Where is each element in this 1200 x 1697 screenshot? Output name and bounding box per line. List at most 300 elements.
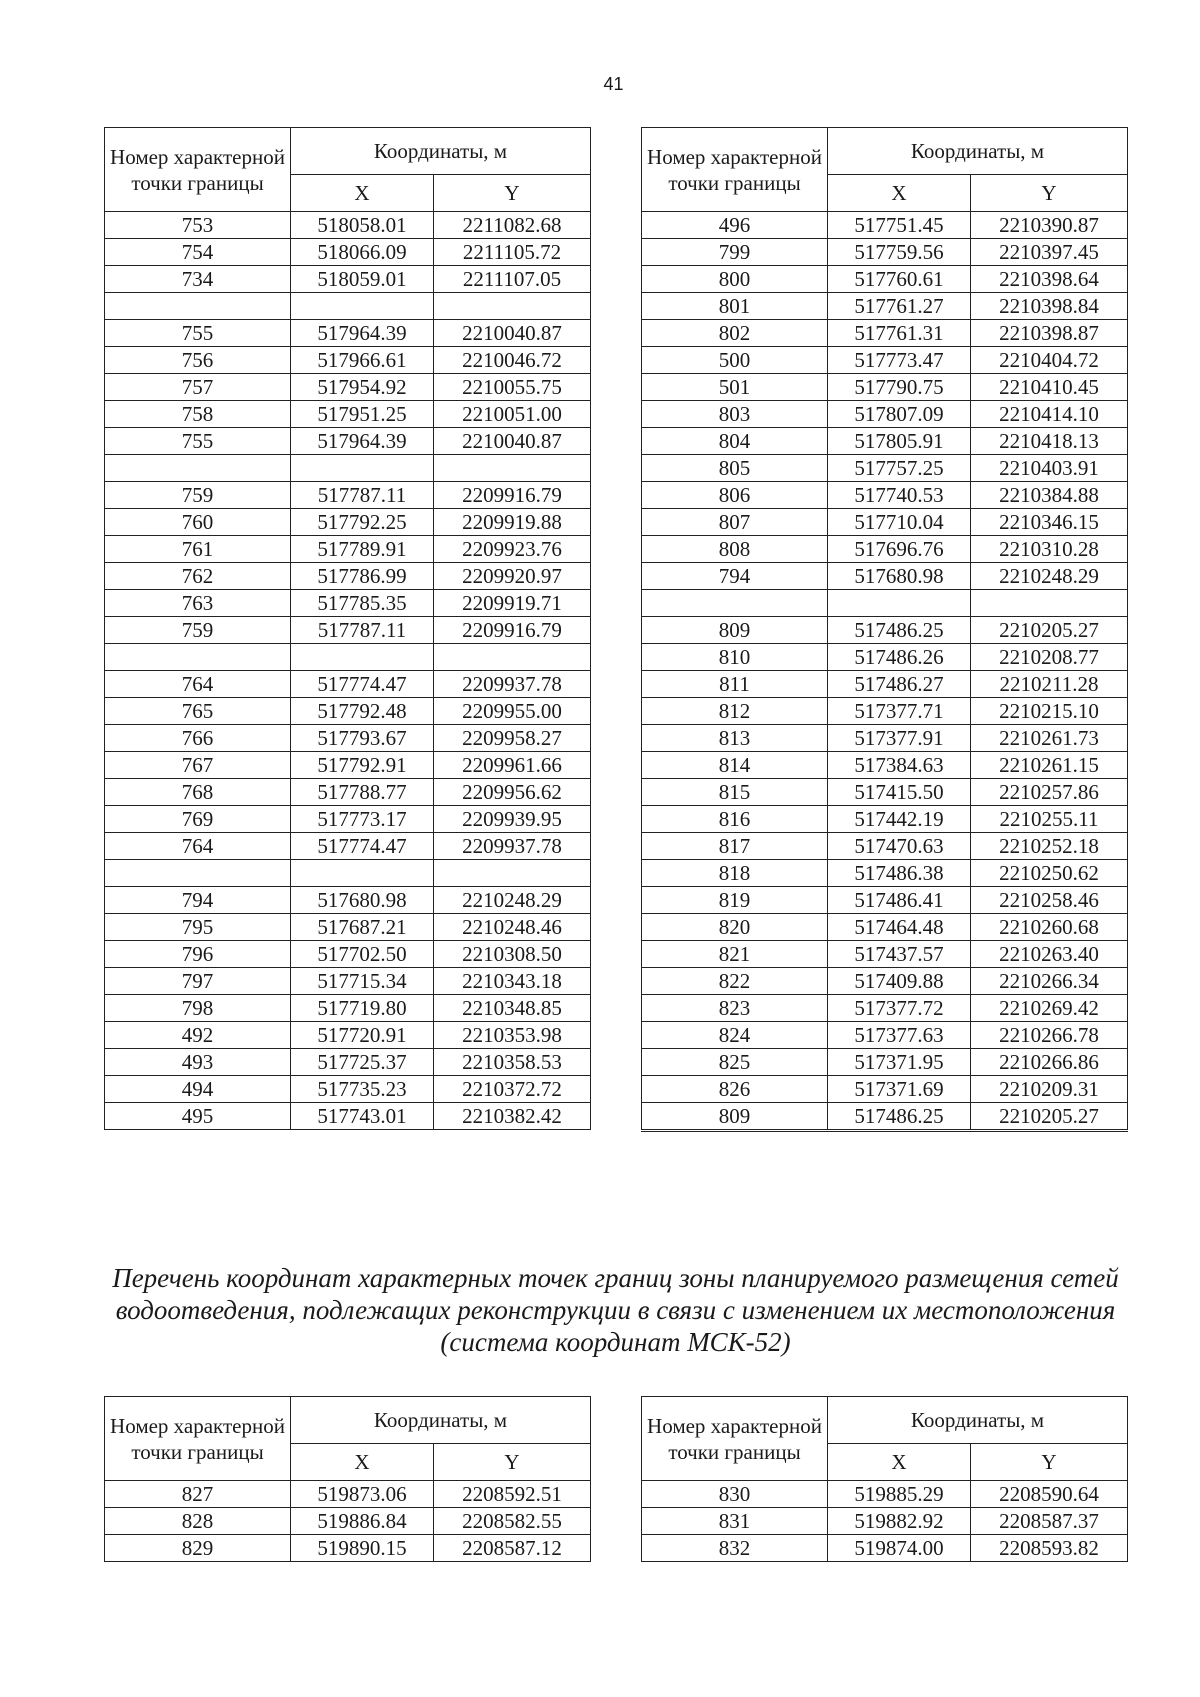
point-number-cell: 501	[642, 374, 828, 401]
table-row	[642, 563, 1128, 590]
table-row	[642, 1103, 1128, 1131]
y-coordinate-cell: 2210257.86	[971, 779, 1128, 806]
point-number-cell: 821	[642, 941, 828, 968]
y-coordinate-cell: 2210343.18	[434, 968, 591, 995]
table-row	[642, 995, 1128, 1022]
x-coordinate-cell: 517371.69	[828, 1076, 971, 1103]
y-coordinate-cell: 2210410.45	[971, 374, 1128, 401]
point-number-cell: 809	[642, 617, 828, 644]
y-coordinate-cell: 2210310.28	[971, 536, 1128, 563]
y-coordinate-cell: 2210266.86	[971, 1049, 1128, 1076]
y-coordinate-cell: 2211082.68	[434, 212, 591, 239]
point-number-cell: 806	[642, 482, 828, 509]
x-coordinate-cell: 517773.47	[828, 347, 971, 374]
table-row	[642, 644, 1128, 671]
table-row	[642, 428, 1128, 455]
x-coordinate-cell: 517486.38	[828, 860, 971, 887]
y-coordinate-cell: 2210248.29	[434, 887, 591, 914]
x-coordinate-cell: 517954.92	[291, 374, 434, 401]
y-coordinate-cell: 2210252.18	[971, 833, 1128, 860]
x-coordinate-cell: 517966.61	[291, 347, 434, 374]
table-row	[642, 671, 1128, 698]
x-coordinate-cell: 517486.25	[828, 617, 971, 644]
table-row	[105, 509, 591, 536]
x-coordinate-cell: 517702.50	[291, 941, 434, 968]
x-coordinate-cell: 517486.25	[828, 1103, 971, 1131]
point-number-cell: 807	[642, 509, 828, 536]
table-row	[642, 1535, 1128, 1562]
table-row	[642, 293, 1128, 320]
point-number-cell: 754	[105, 239, 291, 266]
y-coordinate-cell: 2210248.29	[971, 563, 1128, 590]
x-coordinate-cell: 519885.29	[828, 1481, 971, 1508]
point-number-cell: 800	[642, 266, 828, 293]
point-number-cell: 766	[105, 725, 291, 752]
x-coordinate-cell: 517751.45	[828, 212, 971, 239]
y-coordinate-cell: 2210414.10	[971, 401, 1128, 428]
point-number-cell: 763	[105, 590, 291, 617]
point-number-cell: 798	[105, 995, 291, 1022]
point-number-cell: 756	[105, 347, 291, 374]
point-number-cell: 795	[105, 914, 291, 941]
y-coordinate-cell: 2209923.76	[434, 536, 591, 563]
table-row	[105, 320, 591, 347]
y-coordinate-cell: 2210358.53	[434, 1049, 591, 1076]
point-number-cell: 794	[642, 563, 828, 590]
point-number-cell: 758	[105, 401, 291, 428]
table-row	[105, 455, 591, 482]
point-number-cell: 829	[105, 1535, 291, 1562]
y-coordinate-cell: 2209956.62	[434, 779, 591, 806]
header-x: X	[291, 1444, 434, 1481]
x-coordinate-cell: 517743.01	[291, 1103, 434, 1130]
table-row	[642, 1508, 1128, 1535]
point-number-cell: 810	[642, 644, 828, 671]
x-coordinate-cell: 517720.91	[291, 1022, 434, 1049]
y-coordinate-cell	[434, 860, 591, 887]
table-row	[105, 239, 591, 266]
point-number-cell: 500	[642, 347, 828, 374]
x-coordinate-cell: 517774.47	[291, 833, 434, 860]
x-coordinate-cell: 517384.63	[828, 752, 971, 779]
point-number-cell: 813	[642, 725, 828, 752]
header-y: Y	[971, 1444, 1128, 1481]
point-number-cell: 823	[642, 995, 828, 1022]
table-row	[642, 1481, 1128, 1508]
x-coordinate-cell: 517377.71	[828, 698, 971, 725]
table-row	[105, 590, 591, 617]
x-coordinate-cell: 517951.25	[291, 401, 434, 428]
table-row	[105, 1481, 591, 1508]
point-number-cell: 801	[642, 293, 828, 320]
y-coordinate-cell: 2210372.72	[434, 1076, 591, 1103]
y-coordinate-cell: 2210040.87	[434, 320, 591, 347]
header-point-number: Номер характерной точки границы	[105, 1397, 291, 1481]
point-number-cell: 814	[642, 752, 828, 779]
point-number-cell: 817	[642, 833, 828, 860]
x-coordinate-cell: 518058.01	[291, 212, 434, 239]
point-number-cell: 818	[642, 860, 828, 887]
point-number-cell: 492	[105, 1022, 291, 1049]
table-row	[642, 779, 1128, 806]
y-coordinate-cell: 2211105.72	[434, 239, 591, 266]
x-coordinate-cell: 517715.34	[291, 968, 434, 995]
x-coordinate-cell: 517719.80	[291, 995, 434, 1022]
table-row	[642, 860, 1128, 887]
point-number-cell: 802	[642, 320, 828, 347]
table-row	[642, 806, 1128, 833]
x-coordinate-cell: 517774.47	[291, 671, 434, 698]
x-coordinate-cell: 519873.06	[291, 1481, 434, 1508]
y-coordinate-cell	[434, 293, 591, 320]
point-number-cell	[105, 644, 291, 671]
header-y: Y	[971, 175, 1128, 212]
y-coordinate-cell: 2208592.51	[434, 1481, 591, 1508]
point-number-cell: 495	[105, 1103, 291, 1130]
header-coordinates: Координаты, м	[828, 1397, 1128, 1444]
x-coordinate-cell: 517964.39	[291, 320, 434, 347]
y-coordinate-cell: 2209955.00	[434, 698, 591, 725]
table-row	[642, 482, 1128, 509]
y-coordinate-cell: 2210384.88	[971, 482, 1128, 509]
table-row	[642, 320, 1128, 347]
y-coordinate-cell: 2209919.88	[434, 509, 591, 536]
y-coordinate-cell: 2210403.91	[971, 455, 1128, 482]
point-number-cell: 799	[642, 239, 828, 266]
y-coordinate-cell: 2210398.64	[971, 266, 1128, 293]
y-coordinate-cell: 2210055.75	[434, 374, 591, 401]
table-row	[105, 698, 591, 725]
header-x: X	[828, 175, 971, 212]
point-number-cell: 827	[105, 1481, 291, 1508]
y-coordinate-cell: 2210215.10	[971, 698, 1128, 725]
table-row	[105, 212, 591, 239]
x-coordinate-cell: 517761.27	[828, 293, 971, 320]
x-coordinate-cell: 519882.92	[828, 1508, 971, 1535]
x-coordinate-cell: 517486.26	[828, 644, 971, 671]
x-coordinate-cell	[291, 644, 434, 671]
header-coordinates: Координаты, м	[291, 1397, 591, 1444]
table-row	[642, 1076, 1128, 1103]
point-number-cell: 769	[105, 806, 291, 833]
x-coordinate-cell	[828, 590, 971, 617]
y-coordinate-cell: 2210382.42	[434, 1103, 591, 1130]
y-coordinate-cell	[434, 644, 591, 671]
y-coordinate-cell: 2210404.72	[971, 347, 1128, 374]
point-number-cell: 768	[105, 779, 291, 806]
x-coordinate-cell: 519890.15	[291, 1535, 434, 1562]
y-coordinate-cell: 2210258.46	[971, 887, 1128, 914]
table-row	[642, 833, 1128, 860]
y-coordinate-cell: 2210260.68	[971, 914, 1128, 941]
x-coordinate-cell: 517696.76	[828, 536, 971, 563]
table-row	[105, 428, 591, 455]
y-coordinate-cell	[971, 590, 1128, 617]
x-coordinate-cell: 517377.72	[828, 995, 971, 1022]
header-x: X	[828, 1444, 971, 1481]
point-number-cell	[642, 590, 828, 617]
table-row	[105, 1508, 591, 1535]
y-coordinate-cell: 2210398.84	[971, 293, 1128, 320]
table-row	[105, 968, 591, 995]
table-row	[105, 941, 591, 968]
table-row	[105, 347, 591, 374]
table-row	[642, 1049, 1128, 1076]
section-title: Перечень координат характерных точек границ зоны планируемого размещения сетей водоотведения, подлежащих реконструкции в связи с изменением их местоположения (система координат МСК-52)	[112, 1263, 1119, 1357]
coordinates-table-bottom-left	[104, 1396, 591, 1562]
x-coordinate-cell: 517793.67	[291, 725, 434, 752]
point-number-cell: 794	[105, 887, 291, 914]
y-coordinate-cell: 2208587.37	[971, 1508, 1128, 1535]
table-row	[105, 995, 591, 1022]
x-coordinate-cell: 517486.27	[828, 671, 971, 698]
point-number-cell: 734	[105, 266, 291, 293]
x-coordinate-cell: 517740.53	[828, 482, 971, 509]
x-coordinate-cell: 517680.98	[828, 563, 971, 590]
point-number-cell: 830	[642, 1481, 828, 1508]
table-row	[642, 374, 1128, 401]
point-number-cell: 762	[105, 563, 291, 590]
x-coordinate-cell: 517792.48	[291, 698, 434, 725]
point-number-cell: 493	[105, 1049, 291, 1076]
point-number-cell: 496	[642, 212, 828, 239]
point-number-cell: 828	[105, 1508, 291, 1535]
y-coordinate-cell: 2209961.66	[434, 752, 591, 779]
table-row	[105, 644, 591, 671]
point-number-cell: 764	[105, 833, 291, 860]
header-coordinates: Координаты, м	[291, 128, 591, 175]
table-row	[105, 779, 591, 806]
x-coordinate-cell: 518059.01	[291, 266, 434, 293]
y-coordinate-cell: 2208587.12	[434, 1535, 591, 1562]
x-coordinate-cell: 517735.23	[291, 1076, 434, 1103]
page-number: 41	[603, 74, 624, 94]
point-number-cell: 765	[105, 698, 291, 725]
header-point-number: Номер характерной точки границы	[105, 128, 291, 212]
y-coordinate-cell: 2210308.50	[434, 941, 591, 968]
x-coordinate-cell: 519886.84	[291, 1508, 434, 1535]
y-coordinate-cell: 2210209.31	[971, 1076, 1128, 1103]
y-coordinate-cell: 2210269.42	[971, 995, 1128, 1022]
table-row	[642, 1022, 1128, 1049]
y-coordinate-cell: 2208590.64	[971, 1481, 1128, 1508]
table-row	[105, 293, 591, 320]
table-row	[642, 590, 1128, 617]
point-number-cell: 832	[642, 1535, 828, 1562]
table-row	[105, 401, 591, 428]
point-number-cell: 826	[642, 1076, 828, 1103]
x-coordinate-cell: 517789.91	[291, 536, 434, 563]
table-row	[642, 617, 1128, 644]
x-coordinate-cell: 517805.91	[828, 428, 971, 455]
y-coordinate-cell: 2210263.40	[971, 941, 1128, 968]
y-coordinate-cell: 2210208.77	[971, 644, 1128, 671]
coordinates-table-bottom-right	[641, 1396, 1128, 1562]
y-coordinate-cell: 2209916.79	[434, 482, 591, 509]
x-coordinate-cell: 517759.56	[828, 239, 971, 266]
y-coordinate-cell: 2210046.72	[434, 347, 591, 374]
y-coordinate-cell: 2210348.85	[434, 995, 591, 1022]
point-number-cell: 811	[642, 671, 828, 698]
table-row	[642, 509, 1128, 536]
y-coordinate-cell: 2209937.78	[434, 671, 591, 698]
table-row	[642, 752, 1128, 779]
point-number-cell: 759	[105, 617, 291, 644]
header-point-number: Номер характерной точки границы	[642, 1397, 828, 1481]
table-row	[105, 563, 591, 590]
x-coordinate-cell: 519874.00	[828, 1535, 971, 1562]
point-number-cell: 494	[105, 1076, 291, 1103]
header-y: Y	[434, 1444, 591, 1481]
table-row	[105, 725, 591, 752]
x-coordinate-cell	[291, 293, 434, 320]
y-coordinate-cell: 2210250.62	[971, 860, 1128, 887]
y-coordinate-cell: 2210205.27	[971, 1103, 1128, 1131]
y-coordinate-cell: 2210261.15	[971, 752, 1128, 779]
x-coordinate-cell: 517470.63	[828, 833, 971, 860]
y-coordinate-cell: 2211107.05	[434, 266, 591, 293]
table-row	[642, 239, 1128, 266]
x-coordinate-cell: 517792.91	[291, 752, 434, 779]
point-number-cell: 755	[105, 320, 291, 347]
point-number-cell: 808	[642, 536, 828, 563]
y-coordinate-cell: 2210266.34	[971, 968, 1128, 995]
table-row	[105, 806, 591, 833]
y-coordinate-cell: 2210418.13	[971, 428, 1128, 455]
y-coordinate-cell: 2210248.46	[434, 914, 591, 941]
y-coordinate-cell: 2210346.15	[971, 509, 1128, 536]
y-coordinate-cell: 2209920.97	[434, 563, 591, 590]
table-row	[105, 1535, 591, 1562]
table-row	[105, 914, 591, 941]
x-coordinate-cell	[291, 860, 434, 887]
y-coordinate-cell: 2210051.00	[434, 401, 591, 428]
y-coordinate-cell: 2210211.28	[971, 671, 1128, 698]
y-coordinate-cell: 2210398.87	[971, 320, 1128, 347]
table-row	[642, 698, 1128, 725]
table-row	[642, 914, 1128, 941]
x-coordinate-cell: 517761.31	[828, 320, 971, 347]
table-row	[642, 887, 1128, 914]
coordinates-table-top-left	[104, 127, 591, 1130]
x-coordinate-cell: 517773.17	[291, 806, 434, 833]
y-coordinate-cell: 2209958.27	[434, 725, 591, 752]
x-coordinate-cell: 517442.19	[828, 806, 971, 833]
y-coordinate-cell: 2210397.45	[971, 239, 1128, 266]
x-coordinate-cell: 517807.09	[828, 401, 971, 428]
table-row	[642, 536, 1128, 563]
x-coordinate-cell: 517687.21	[291, 914, 434, 941]
table-row	[642, 725, 1128, 752]
y-coordinate-cell: 2210040.87	[434, 428, 591, 455]
y-coordinate-cell: 2208582.55	[434, 1508, 591, 1535]
y-coordinate-cell: 2210205.27	[971, 617, 1128, 644]
table-row	[642, 968, 1128, 995]
x-coordinate-cell: 517757.25	[828, 455, 971, 482]
point-number-cell	[105, 293, 291, 320]
y-coordinate-cell: 2209939.95	[434, 806, 591, 833]
point-number-cell: 804	[642, 428, 828, 455]
table-row	[642, 941, 1128, 968]
x-coordinate-cell	[291, 455, 434, 482]
point-number-cell: 831	[642, 1508, 828, 1535]
x-coordinate-cell: 517464.48	[828, 914, 971, 941]
table-row	[105, 752, 591, 779]
point-number-cell: 757	[105, 374, 291, 401]
x-coordinate-cell: 517792.25	[291, 509, 434, 536]
x-coordinate-cell: 517409.88	[828, 968, 971, 995]
point-number-cell: 822	[642, 968, 828, 995]
table-row	[642, 347, 1128, 374]
x-coordinate-cell: 517790.75	[828, 374, 971, 401]
x-coordinate-cell: 517371.95	[828, 1049, 971, 1076]
table-row	[105, 887, 591, 914]
x-coordinate-cell: 517377.63	[828, 1022, 971, 1049]
x-coordinate-cell: 517786.99	[291, 563, 434, 590]
point-number-cell: 809	[642, 1103, 828, 1131]
table-row	[642, 455, 1128, 482]
point-number-cell: 805	[642, 455, 828, 482]
y-coordinate-cell: 2208593.82	[971, 1535, 1128, 1562]
point-number-cell: 824	[642, 1022, 828, 1049]
table-row	[105, 482, 591, 509]
point-number-cell: 755	[105, 428, 291, 455]
point-number-cell: 797	[105, 968, 291, 995]
point-number-cell: 816	[642, 806, 828, 833]
y-coordinate-cell: 2209919.71	[434, 590, 591, 617]
y-coordinate-cell: 2209916.79	[434, 617, 591, 644]
table-row	[642, 401, 1128, 428]
table-row	[642, 212, 1128, 239]
table-row	[105, 1076, 591, 1103]
point-number-cell: 753	[105, 212, 291, 239]
x-coordinate-cell: 517486.41	[828, 887, 971, 914]
x-coordinate-cell: 517725.37	[291, 1049, 434, 1076]
x-coordinate-cell: 517680.98	[291, 887, 434, 914]
point-number-cell: 803	[642, 401, 828, 428]
table-row	[105, 860, 591, 887]
point-number-cell: 812	[642, 698, 828, 725]
header-coordinates: Координаты, м	[828, 128, 1128, 175]
table-row	[105, 266, 591, 293]
point-number-cell	[105, 860, 291, 887]
table-row	[105, 1022, 591, 1049]
point-number-cell: 796	[105, 941, 291, 968]
point-number-cell: 760	[105, 509, 291, 536]
point-number-cell: 819	[642, 887, 828, 914]
coordinates-table-top-right	[641, 127, 1128, 1132]
x-coordinate-cell: 517437.57	[828, 941, 971, 968]
table-row	[105, 374, 591, 401]
table-row	[105, 536, 591, 563]
x-coordinate-cell: 517785.35	[291, 590, 434, 617]
x-coordinate-cell: 517787.11	[291, 617, 434, 644]
y-coordinate-cell: 2210353.98	[434, 1022, 591, 1049]
x-coordinate-cell: 517964.39	[291, 428, 434, 455]
point-number-cell	[105, 455, 291, 482]
x-coordinate-cell: 517710.04	[828, 509, 971, 536]
table-row	[642, 266, 1128, 293]
y-coordinate-cell: 2210255.11	[971, 806, 1128, 833]
point-number-cell: 820	[642, 914, 828, 941]
x-coordinate-cell: 517787.11	[291, 482, 434, 509]
header-y: Y	[434, 175, 591, 212]
table-row	[105, 833, 591, 860]
point-number-cell: 759	[105, 482, 291, 509]
point-number-cell: 767	[105, 752, 291, 779]
y-coordinate-cell: 2210266.78	[971, 1022, 1128, 1049]
x-coordinate-cell: 517760.61	[828, 266, 971, 293]
